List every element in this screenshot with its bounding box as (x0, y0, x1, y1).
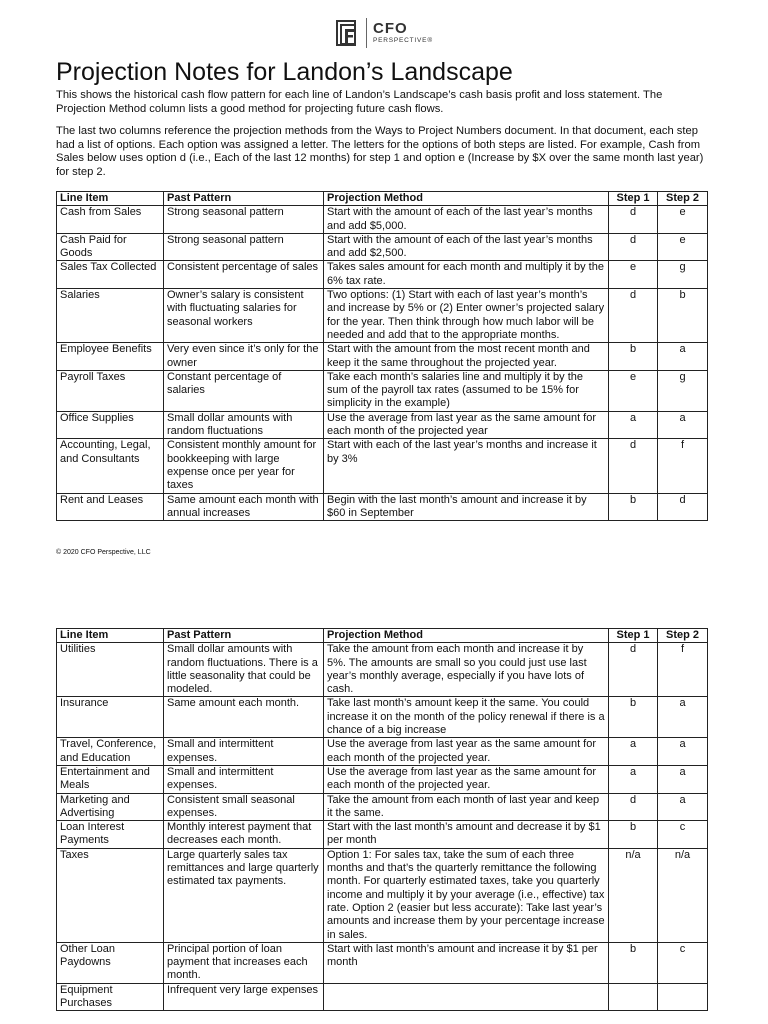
cell-projection-method (324, 983, 609, 1011)
cell-projection-method: Use the average from last year as the same amount for each month of the projected year (324, 411, 609, 439)
cell-step-2: c (658, 821, 708, 849)
cell-line-item: Loan Interest Payments (57, 821, 164, 849)
cell-step-2: a (658, 411, 708, 439)
cell-line-item: Cash from Sales (57, 206, 164, 234)
cell-step-1: d (609, 439, 658, 493)
table-row (57, 765, 708, 793)
cell-step-1: a (609, 765, 658, 793)
cell-projection-method: Start with each of the last year’s months and increase it by 3% (324, 439, 609, 493)
page-title: Projection Notes for Landon’s Landscape (56, 58, 513, 86)
table-row (57, 370, 708, 411)
table-row (57, 848, 708, 942)
cfo-logo (336, 18, 433, 48)
cell-step-1: a (609, 411, 658, 439)
cell-step-1: e (609, 370, 658, 411)
cfo-logo-icon (336, 18, 360, 48)
cell-projection-method: Option 1: For sales tax, take the sum of each three months and that’s the quarterly remittance the following month. For quarterly estimated taxes, take you quarterly income and multiply it by your average (i.e., effective) tax rate. Option 2 (easier but less accurate): Take last year’s amounts and increase them by your percentage increase in sales. (324, 848, 609, 942)
cell-step-2: a (658, 765, 708, 793)
table-row (57, 411, 708, 439)
table-row (57, 261, 708, 289)
cell-line-item: Taxes (57, 848, 164, 942)
cell-past-pattern: Principal portion of loan payment that increases each month. (164, 942, 324, 983)
table-row (57, 439, 708, 493)
table-row (57, 697, 708, 738)
cell-step-1: d (609, 206, 658, 234)
cell-line-item: Office Supplies (57, 411, 164, 439)
cell-line-item: Insurance (57, 697, 164, 738)
table-row (57, 343, 708, 371)
cell-step-1: e (609, 261, 658, 289)
cell-step-1: b (609, 942, 658, 983)
cell-past-pattern: Strong seasonal pattern (164, 233, 324, 261)
cell-past-pattern: Constant percentage of salaries (164, 370, 324, 411)
cell-past-pattern: Small and intermittent expenses. (164, 738, 324, 766)
cell-line-item: Salaries (57, 289, 164, 343)
cell-past-pattern: Very even since it’s only for the owner (164, 343, 324, 371)
cell-step-2: g (658, 261, 708, 289)
cell-past-pattern: Small and intermittent expenses. (164, 765, 324, 793)
table-header-row (57, 629, 708, 643)
cell-step-2: f (658, 439, 708, 493)
cell-line-item: Equipment Purchases (57, 983, 164, 1011)
cell-step-2: a (658, 697, 708, 738)
cell-step-2: n/a (658, 848, 708, 942)
table-row (57, 738, 708, 766)
logo-name: CFO (373, 20, 408, 38)
column-header-step-1: Step 1 (609, 629, 658, 643)
column-header-step-2: Step 2 (658, 629, 708, 643)
cell-past-pattern: Small dollar amounts with random fluctuations (164, 411, 324, 439)
cell-step-2: d (658, 493, 708, 521)
table-row (57, 793, 708, 821)
cell-step-2: a (658, 738, 708, 766)
cell-step-1: d (609, 643, 658, 697)
cell-projection-method: Begin with the last month’s amount and increase it by $60 in September (324, 493, 609, 521)
table-row (57, 233, 708, 261)
cell-past-pattern: Owner’s salary is consistent with fluctuating salaries for seasonal workers (164, 289, 324, 343)
cell-step-2: b (658, 289, 708, 343)
cell-line-item: Utilities (57, 643, 164, 697)
cell-projection-method: Two options: (1) Start with each of last year’s month’s and increase by 5% or (2) Enter owner’s projected salary for the year. Then think through how much labor will be needed and add that to the appropriate months. (324, 289, 609, 343)
cell-step-1: b (609, 343, 658, 371)
column-header-projection-method: Projection Method (324, 629, 609, 643)
cell-projection-method: Use the average from last year as the same amount for each month of the projected year. (324, 738, 609, 766)
cell-past-pattern: Small dollar amounts with random fluctuations. There is a little seasonality that could be modeled. (164, 643, 324, 697)
table-row (57, 289, 708, 343)
table-row (57, 206, 708, 234)
column-header-past-pattern: Past Pattern (164, 629, 324, 643)
table-row (57, 983, 708, 1011)
cell-line-item: Sales Tax Collected (57, 261, 164, 289)
copyright-notice: © 2020 CFO Perspective, LLC (56, 549, 151, 556)
projection-table-1 (56, 191, 708, 521)
cell-line-item: Employee Benefits (57, 343, 164, 371)
cell-past-pattern: Large quarterly sales tax remittances and large quarterly estimated tax payments. (164, 848, 324, 942)
cell-projection-method: Start with the amount of each of the last year’s months and add $5,000. (324, 206, 609, 234)
column-header-projection-method: Projection Method (324, 192, 609, 206)
column-header-line-item: Line Item (57, 192, 164, 206)
cell-line-item: Cash Paid for Goods (57, 233, 164, 261)
cell-step-2: e (658, 233, 708, 261)
column-header-past-pattern: Past Pattern (164, 192, 324, 206)
cell-past-pattern: Infrequent very large expenses (164, 983, 324, 1011)
table-row (57, 493, 708, 521)
cell-projection-method: Take the amount from each month of last year and keep it the same. (324, 793, 609, 821)
cell-line-item: Entertainment and Meals (57, 765, 164, 793)
table-header-row (57, 192, 708, 206)
cell-projection-method: Start with the amount of each of the last year’s months and add $2,500. (324, 233, 609, 261)
cell-step-2 (658, 983, 708, 1011)
cell-past-pattern: Consistent percentage of sales (164, 261, 324, 289)
column-header-line-item: Line Item (57, 629, 164, 643)
cell-past-pattern: Strong seasonal pattern (164, 206, 324, 234)
cell-step-2: a (658, 793, 708, 821)
cell-projection-method: Takes sales amount for each month and multiply it by the 6% tax rate. (324, 261, 609, 289)
cell-step-1: a (609, 738, 658, 766)
cell-step-1: d (609, 233, 658, 261)
cell-line-item: Accounting, Legal, and Consultants (57, 439, 164, 493)
cell-step-2: c (658, 942, 708, 983)
cell-step-2: a (658, 343, 708, 371)
cell-projection-method: Take the amount from each month and increase it by 5%. The amounts are small so you could just use last year’s monthly average, especially if you have lots of cash. (324, 643, 609, 697)
cell-step-1: b (609, 821, 658, 849)
cell-projection-method: Take last month’s amount keep it the same. You could increase it on the month of the policy renewal if there is a chance of a big increase (324, 697, 609, 738)
cell-past-pattern: Same amount each month with annual increases (164, 493, 324, 521)
cell-projection-method: Take each month’s salaries line and multiply it by the sum of the payroll tax rates (assumed to be 15% for simplicity in the example) (324, 370, 609, 411)
column-header-step-1: Step 1 (609, 192, 658, 206)
cell-past-pattern: Consistent small seasonal expenses. (164, 793, 324, 821)
cell-line-item: Payroll Taxes (57, 370, 164, 411)
intro-paragraph: This shows the historical cash flow pattern for each line of Landon’s Landscape’s cash basis profit and loss statement. The Projection Method column lists a good method for projecting future cash flows. (56, 89, 663, 115)
cell-projection-method: Use the average from last year as the same amount for each month of the projected year. (324, 765, 609, 793)
cell-projection-method: Start with the last month’s amount and decrease it by $1 per month (324, 821, 609, 849)
table-row (57, 643, 708, 697)
cell-step-1 (609, 983, 658, 1011)
cell-past-pattern: Consistent monthly amount for bookkeeping with large expense once per year for taxes (164, 439, 324, 493)
cell-step-1: d (609, 793, 658, 821)
cell-line-item: Rent and Leases (57, 493, 164, 521)
logo-tagline: PERSPECTIVE® (373, 37, 433, 45)
cell-line-item: Marketing and Advertising (57, 793, 164, 821)
intro-paragraph: The last two columns reference the projection methods from the Ways to Project Numbers document. In that document, each step had a list of options. Each option was assigned a letter. The letters for the options of both steps are listed. For example, Cash from Sales below uses option d (i.e., Each of the last 12 months) for step 1 and option e (Increase by $X over the same month last year) for step 2. (56, 125, 704, 178)
cell-projection-method: Start with the amount from the most recent month and keep it the same throughout the projected year. (324, 343, 609, 371)
cell-step-1: b (609, 697, 658, 738)
cell-step-2: f (658, 643, 708, 697)
cell-step-2: g (658, 370, 708, 411)
cell-past-pattern: Same amount each month. (164, 697, 324, 738)
cell-step-2: e (658, 206, 708, 234)
cell-step-1: b (609, 493, 658, 521)
cell-line-item: Other Loan Paydowns (57, 942, 164, 983)
cell-step-1: n/a (609, 848, 658, 942)
cell-projection-method: Start with last month’s amount and increase it by $1 per month (324, 942, 609, 983)
column-header-step-2: Step 2 (658, 192, 708, 206)
projection-table-2 (56, 628, 708, 1011)
cell-step-1: d (609, 289, 658, 343)
cell-line-item: Travel, Conference, and Education (57, 738, 164, 766)
table-row (57, 942, 708, 983)
cell-past-pattern: Monthly interest payment that decreases each month. (164, 821, 324, 849)
table-row (57, 821, 708, 849)
logo-divider (366, 18, 367, 48)
